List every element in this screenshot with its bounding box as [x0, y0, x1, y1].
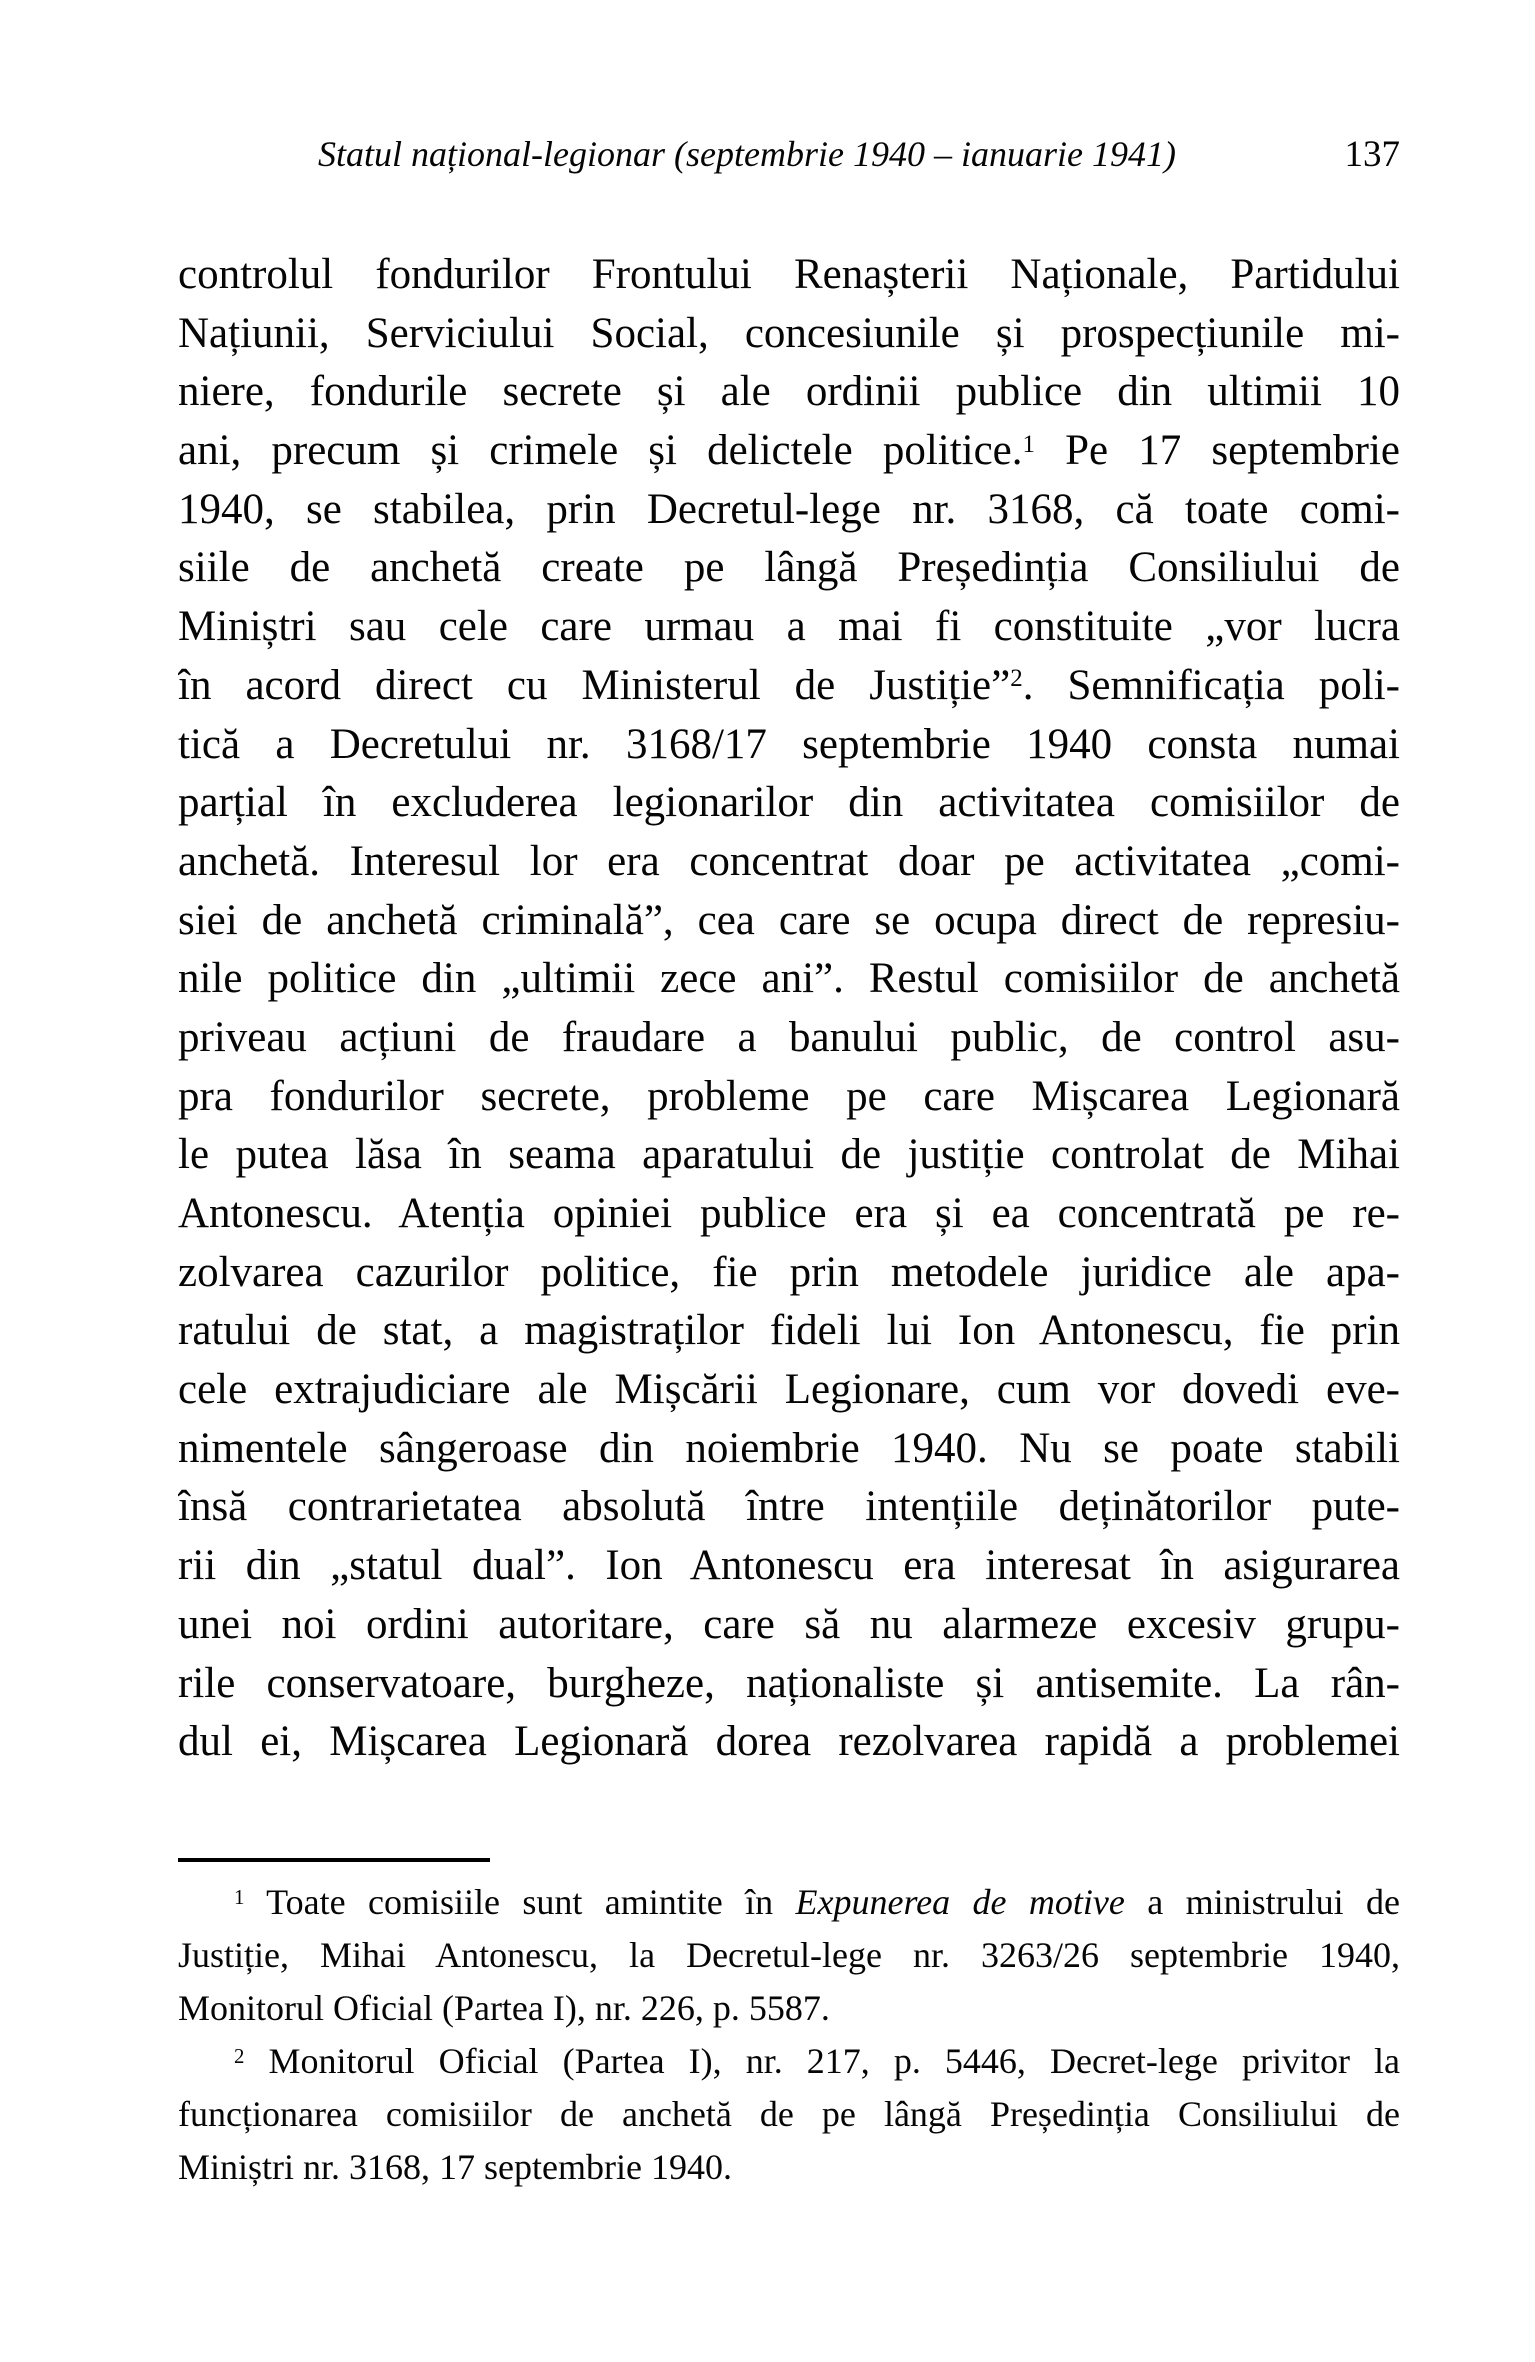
body-text-line [178, 363, 1400, 422]
footnote-reference-sup: 1 [234, 1884, 245, 1909]
text-segment: Miniștri nr. 3168, 17 septembrie 1940. [178, 2147, 732, 2187]
text-segment: Monitorul Oficial (Partea I), nr. 217, p. 5446, Decret-lege privitor la [244, 2041, 1400, 2081]
text-segment: zolvarea cazurilor politice, fie prin metodele juridice ale apa- [178, 1248, 1400, 1296]
text-segment: le putea lăsa în seama aparatului de justiție controlat de Mihai [178, 1131, 1400, 1179]
text-segment: parțial în excluderea legionarilor din activitatea comisiilor de [178, 779, 1400, 827]
text-segment: nile politice din „ultimii zece ani”. Restul comisiilor de anchetă [178, 955, 1400, 1003]
footnote-reference-sup: 2 [234, 2043, 245, 2068]
text-segment: siei de anchetă criminală”, cea care se ocupa direct de represiu- [178, 896, 1400, 944]
text-segment: tică a Decretului nr. 3168/17 septembrie 1940 consta numai [178, 720, 1400, 768]
footnote-line [178, 2088, 1400, 2141]
body-text-line [178, 1302, 1400, 1361]
body-text-line [178, 1596, 1400, 1655]
body-text-line [178, 1537, 1400, 1596]
text-segment: rile conservatoare, burgheze, naționaliste și antisemite. La rân- [178, 1659, 1400, 1707]
text-segment: însă contrarietatea absolută între intențiile deținătorilor pute- [178, 1483, 1400, 1531]
text-segment: Antonescu. Atenția opiniei publice era și ea concentrată pe re- [178, 1190, 1400, 1237]
body-text-line [178, 1420, 1400, 1479]
text-segment: Miniștri sau cele care urmau a mai fi constituite „vor lucra [178, 603, 1400, 651]
footnote-line [178, 2141, 1400, 2194]
footnote-line [178, 1982, 1400, 2035]
text-segment: . Semnificația poli- [1022, 661, 1400, 709]
body-text-line [178, 1068, 1400, 1127]
text-segment: niere, fondurile secrete și ale ordinii publice din ultimii 10 [178, 368, 1400, 416]
footnote-line [178, 1929, 1400, 1982]
body-text-line [178, 422, 1400, 481]
text-segment: Monitorul Oficial (Partea I), nr. 226, p. 5587. [178, 1988, 830, 2028]
footnote-line [178, 1876, 1400, 1929]
body-text-line [178, 657, 1400, 716]
text-segment: unei noi ordini autoritare, care să nu alarmeze excesiv grupu- [178, 1600, 1400, 1648]
body-text-line [178, 774, 1400, 833]
text-segment: Toate comisiile sunt amintite în [244, 1882, 796, 1922]
text-segment: ratului de stat, a magistraților fideli lui Ion Antonescu, fie prin [178, 1307, 1400, 1355]
footnote-separator [178, 1858, 490, 1862]
body-text-line [178, 481, 1400, 540]
body-text-line [178, 892, 1400, 951]
text-segment: Justiție, Mihai Antonescu, la Decretul-lege nr. 3263/26 septembrie 1940, [178, 1935, 1400, 1975]
footnote-2 [178, 2035, 1400, 2194]
text-segment: pra fondurilor secrete, probleme pe care Mișcarea Legionară [178, 1072, 1400, 1120]
body-text-line [178, 716, 1400, 775]
text-segment: 1940, se stabilea, prin Decretul-lege nr. 3168, că toate comi- [178, 485, 1400, 533]
text-segment: Națiunii, Serviciului Social, concesiunile și prospecțiunile mi- [178, 309, 1400, 357]
text-segment: funcționarea comisiilor de anchetă de pe lângă Președinția Consiliului de [178, 2094, 1400, 2134]
body-text-line [178, 1713, 1400, 1772]
page-number: 137 [1344, 134, 1400, 175]
footnote-1 [178, 1876, 1400, 2035]
footnotes-section [178, 1876, 1400, 2194]
text-segment: a ministrului de [1124, 1882, 1400, 1922]
body-text-line [178, 1478, 1400, 1537]
text-segment: ani, precum și crimele și delictele politice. [178, 427, 1023, 475]
body-text-line [178, 950, 1400, 1009]
text-segment: controlul fondurilor Frontului Renașterii Naționale, Partidului [178, 251, 1400, 298]
text-segment: în acord direct cu Ministerul de Justiție” [178, 661, 1011, 709]
text-segment: nimentele sângeroase din noiembrie 1940. Nu se poate stabili [178, 1424, 1400, 1472]
footnote-line [178, 2035, 1400, 2088]
running-header-title: Statul național-legionar (septembrie 1940 – ianuarie 1941) [318, 134, 1176, 174]
body-text-line [178, 1361, 1400, 1420]
text-segment: anchetă. Interesul lor era concentrat doar pe activitatea „comi- [178, 837, 1400, 885]
running-header [178, 128, 1400, 181]
body-text [178, 246, 1400, 1772]
text-segment: rii din „statul dual”. Ion Antonescu era interesat în asigurarea [178, 1542, 1400, 1590]
italic-text-segment: Expunerea de motive [795, 1882, 1125, 1922]
body-text-line [178, 539, 1400, 598]
body-text-line [178, 1126, 1400, 1185]
body-text-line [178, 833, 1400, 892]
body-text-line [178, 305, 1400, 364]
body-text-line [178, 1009, 1400, 1068]
text-segment: Pe 17 septembrie [1035, 427, 1400, 475]
body-text-line [178, 1244, 1400, 1303]
body-text-line [178, 1655, 1400, 1714]
text-segment: dul ei, Mișcarea Legionară dorea rezolvarea rapidă a problemei [178, 1718, 1400, 1766]
footnote-reference-sup: 1 [1022, 430, 1035, 458]
text-segment: cele extrajudiciare ale Mișcării Legionare, cum vor dovedi eve- [178, 1366, 1400, 1414]
text-segment: siile de anchetă create pe lângă Președinția Consiliului de [178, 544, 1400, 592]
footnote-reference-sup: 2 [1010, 665, 1023, 693]
text-segment: priveau acțiuni de fraudare a banului public, de control asu- [178, 1013, 1400, 1061]
body-text-line [178, 598, 1400, 657]
body-text-line [178, 246, 1400, 305]
body-text-line [178, 1185, 1400, 1244]
